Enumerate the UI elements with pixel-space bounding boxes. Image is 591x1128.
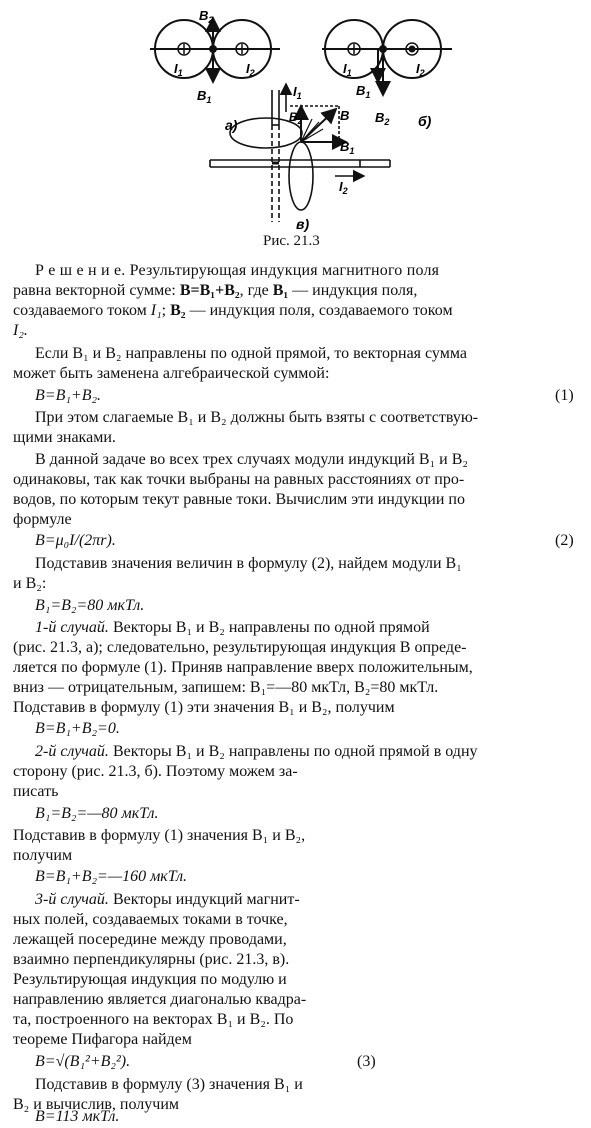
equation-number: (3) (357, 1053, 376, 1070)
panel-c (210, 84, 390, 222)
paragraph-line: 3-й случай. Векторы индукций магнит- (35, 891, 300, 908)
paragraph-line: (рис. 21.3, а); следовательно, результирующая индукция B опреде- (13, 639, 467, 656)
fig-label: $B_1$ (340, 139, 355, 156)
paragraph-line: сторону (рис. 21.3, б). Поэтому можем за- (13, 763, 298, 780)
fig-label: $B_1$ (197, 88, 212, 105)
paragraph-line: равна векторной сумме: B=B₁+B₂, где B₁ — индукция поля, (13, 282, 418, 299)
paragraph-line: создаваемого током I₁; B₂ — индукция поля, создаваемого током (13, 302, 453, 319)
paragraph-line: водов, по которым текут равные токи. Вычислим эти индукции по (13, 491, 465, 508)
paragraph-line: щими знаками. (13, 429, 116, 446)
paragraph-line: B₂ и вычислив, получим (13, 1096, 179, 1113)
fig-label: $B_2$ (199, 8, 214, 25)
subfig-label-b: б) (418, 113, 432, 129)
fig-label: $B_2$ (375, 110, 390, 127)
paragraph-line: Подставив в формулу (3) значения B₁ и (35, 1076, 303, 1093)
paragraph-line: ляется по формуле (1). Приняв направление вверх положительным, (13, 659, 473, 676)
equation-number: (1) (555, 387, 574, 404)
paragraph-line: Р е ш е н и е. Результирующая индукция магнитного поля (35, 262, 440, 279)
panel-a (150, 18, 280, 82)
paragraph-line: направлению является диагональю квадра- (13, 991, 307, 1008)
paragraph-line: та, построенного на векторах B₁ и B₂. По (13, 1011, 294, 1028)
fig-label: $I_2$ (246, 61, 255, 78)
paragraph-line: 2-й случай. Векторы B₁ и B₂ направлены по одной прямой в одну (35, 743, 478, 760)
paragraph-line: ных полей, создаваемых токами в точке, (13, 911, 288, 928)
fig-label: $I_1$ (174, 61, 183, 78)
paragraph-line: писать (13, 783, 59, 800)
paragraph-line: одинаковы, так как точки выбраны на равных расстояниях от про- (13, 471, 465, 488)
equation: B=B₁+B₂=—160 мкТл. (35, 868, 188, 885)
figure-21-3 (0, 0, 591, 232)
fig-label: B (340, 108, 350, 123)
equation: B=B₁+B₂=0. (35, 720, 120, 737)
paragraph-line: В данной задаче во всех трех случаях модули индукций B₁ и B₂ (35, 451, 468, 468)
paragraph-line: лежащей посередине между проводами, (13, 931, 287, 948)
paragraph-line: взаимно перпендикулярны (рис. 21.3, в). (13, 951, 290, 968)
figure-caption: Рис. 21.3 (263, 233, 320, 249)
paragraph-line: Подставив в формулу (1) значения B₁ и B₂, (13, 827, 306, 844)
equation: B=113 мкТл. (35, 1108, 120, 1125)
paragraph-line: Подставив значения величин в формулу (2), найдем модули B₁ (35, 555, 462, 572)
paragraph-line: 1-й случай. Векторы B₁ и B₂ направлены по одной прямой (35, 619, 430, 636)
paragraph-line: формуле (13, 511, 72, 528)
subfig-label-a: а) (225, 117, 238, 133)
fig-label: $B_2$ (289, 110, 303, 126)
paragraph-line: теореме Пифагора найдем (13, 1031, 192, 1048)
fig-label: $I_2$ (416, 61, 425, 78)
paragraph-line: может быть заменена алгебраической суммой: (13, 365, 330, 382)
fig-label: $I_1$ (293, 84, 302, 101)
panel-b (322, 20, 452, 95)
paragraph-line: и B₂: (13, 575, 47, 592)
equation: B=μ₀I/(2πr). (35, 532, 116, 549)
fig-label: $I_1$ (343, 61, 352, 78)
equation: B₁=B₂=80 мкТл. (35, 597, 145, 614)
equation: B₁=B₂=—80 мкТл. (35, 805, 159, 822)
paragraph-line: получим (13, 847, 73, 864)
paragraph-line: Подставив в формулу (1) эти значения B₁ и B₂, получим (13, 699, 395, 716)
paragraph-line: Результирующая индукция по модулю и (13, 971, 287, 988)
paragraph-line: вниз — отрицательным, запишем: B₁=—80 мкТл, B₂=80 мкТл. (13, 679, 439, 696)
paragraph-line: При этом слагаемые B₁ и B₂ должны быть взяты с соответствую- (35, 409, 479, 426)
paragraph-line: Если B₁ и B₂ направлены по одной прямой, то векторная сумма (35, 345, 467, 362)
fig-label: $I_2$ (339, 179, 348, 196)
equation-number: (2) (555, 532, 574, 549)
paragraph-line: I₂. (13, 322, 28, 339)
equation: B=√(B₁²+B₂²). (35, 1053, 131, 1070)
equation: B=B₁+B₂. (35, 387, 102, 404)
subfig-label-c: в) (296, 216, 310, 232)
fig-label: $B_1$ (356, 83, 371, 100)
